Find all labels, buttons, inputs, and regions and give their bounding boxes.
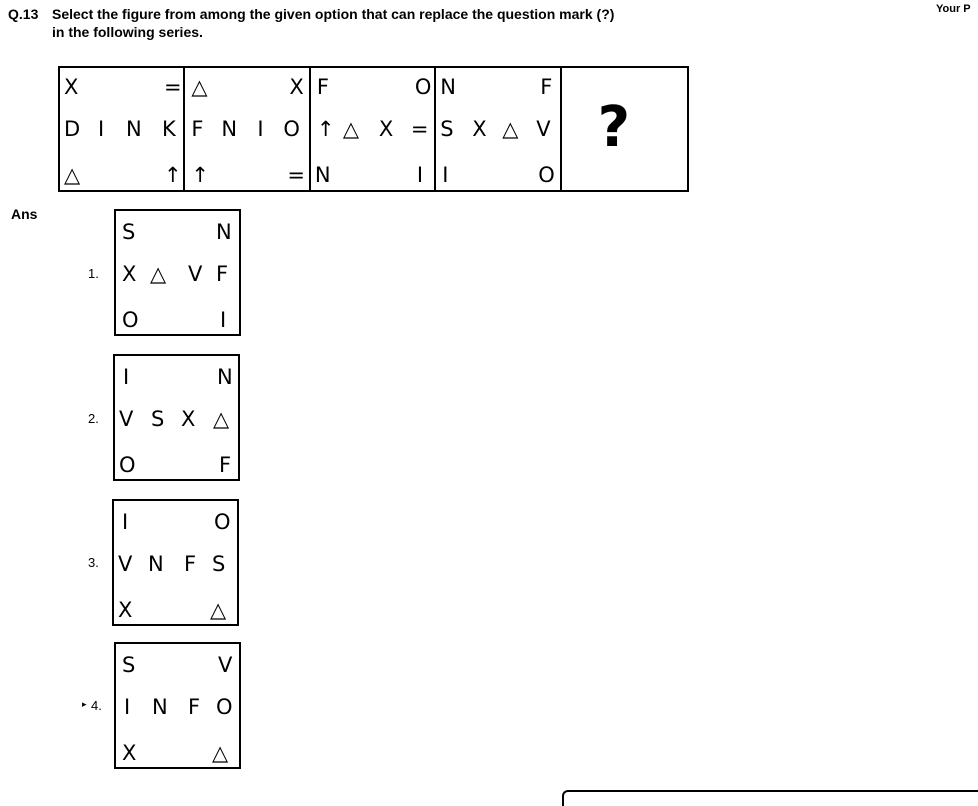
answer-label: Ans (11, 206, 38, 222)
glyph: ↑ (191, 163, 210, 187)
glyph: I (124, 695, 131, 719)
glyph: N (314, 163, 331, 187)
glyph: O (122, 308, 139, 332)
glyph: X (122, 262, 137, 286)
glyph: V (118, 552, 133, 576)
glyph: O (283, 117, 300, 141)
glyph: I (416, 163, 424, 187)
glyph: S (440, 117, 454, 141)
glyph: X (378, 117, 394, 141)
glyph: S (122, 653, 136, 677)
glyph: O (119, 453, 136, 477)
series-figure-missing (562, 68, 687, 190)
option-number: 4. (91, 698, 102, 713)
glyph: X (181, 407, 196, 431)
glyph: F (219, 453, 232, 477)
glyph: N (152, 695, 168, 719)
glyph: = (287, 163, 306, 187)
glyph: ↑ (164, 163, 182, 187)
glyph: I (123, 365, 130, 389)
glyph: I (257, 117, 264, 141)
corner-label: Your P (936, 3, 971, 15)
glyph: ↑ (316, 117, 335, 141)
series-figure-4 (436, 68, 561, 190)
problem-figure-series (58, 66, 689, 192)
question-mark: ? (597, 95, 631, 160)
glyph: F (216, 262, 229, 286)
glyph: F (184, 552, 197, 576)
glyph: △ (212, 741, 229, 765)
option-figure-2[interactable] (113, 354, 240, 481)
glyph: O (538, 163, 555, 187)
glyph: V (218, 653, 233, 677)
option-number: 1. (88, 266, 99, 281)
option-figure-4[interactable] (114, 642, 241, 769)
glyph: △ (502, 117, 519, 141)
glyph: F (191, 117, 204, 141)
glyph: N (216, 220, 232, 244)
glyph: X (64, 75, 79, 99)
glyph: △ (64, 163, 81, 187)
glyph: V (536, 117, 551, 141)
glyph: I (122, 510, 129, 534)
glyph: S (122, 220, 136, 244)
glyph: I (442, 163, 449, 187)
bottom-panel-edge (562, 790, 978, 806)
question-text-line1: Select the figure from among the given option that can replace the question mark (?) (52, 6, 615, 22)
series-figure-3 (311, 68, 436, 190)
option-number: 3. (88, 555, 99, 570)
glyph: S (212, 552, 226, 576)
glyph: O (414, 75, 432, 99)
glyph: I (220, 308, 227, 332)
glyph: N (217, 365, 233, 389)
glyph: X (122, 741, 137, 765)
glyph: N (440, 75, 456, 99)
glyph: V (188, 262, 203, 286)
glyph: △ (150, 262, 167, 286)
glyph: X (118, 598, 133, 622)
glyph: O (216, 695, 233, 719)
option-number: 2. (88, 411, 99, 426)
glyph: X (289, 75, 304, 99)
glyph: D (64, 117, 81, 141)
glyph: = (164, 75, 182, 99)
glyph: △ (342, 117, 359, 141)
glyph: N (221, 117, 238, 141)
question-text-line2: in the following series. (52, 24, 203, 40)
series-figure-1 (60, 68, 185, 190)
glyph: O (214, 510, 231, 534)
glyph: X (472, 117, 487, 141)
glyph: N (126, 117, 142, 141)
glyph: I (98, 117, 105, 141)
option-figure-3[interactable] (112, 499, 239, 626)
question-number: Q.13 (8, 6, 39, 22)
glyph: F (316, 75, 329, 99)
glyph: N (148, 552, 164, 576)
glyph: = (410, 117, 429, 141)
glyph: △ (213, 407, 230, 431)
glyph: △ (191, 75, 208, 99)
glyph: K (162, 117, 176, 141)
pointer-icon: ▸ (82, 699, 87, 709)
option-figure-1[interactable] (114, 209, 241, 336)
glyph: S (151, 407, 165, 431)
series-figure-2 (185, 68, 310, 190)
glyph: △ (210, 598, 227, 622)
glyph: F (188, 695, 201, 719)
glyph: F (540, 75, 553, 99)
glyph: V (119, 407, 134, 431)
